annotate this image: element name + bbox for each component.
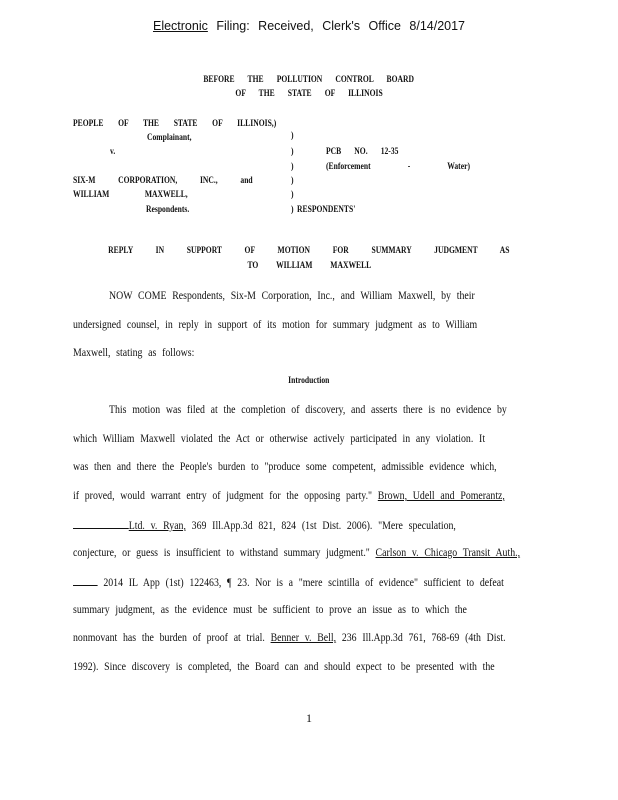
caption-people: PEOPLE OF THE STATE OF ILLINOIS,) xyxy=(73,119,277,129)
court-name-line1: BEFORE THE POLLUTION CONTROL BOARD xyxy=(203,75,415,85)
caption-versus: v. xyxy=(110,147,116,157)
caption-defendant-corporation: SIX-M CORPORATION, INC., and xyxy=(73,176,253,186)
caption-paren-4: ) xyxy=(291,176,294,186)
paragraph-2-line-9: nonmovant has the burden of proof at trial. Benner v. Bell, 236 Ill.App.3d 761, 768-69 (4th Dist. xyxy=(73,630,506,644)
paragraph-2-line-5: Ltd. v. Ryan, 369 Ill.App.3d 821, 824 (1st Dist. 2006). "Mere speculation, xyxy=(73,516,456,533)
citation-carlson: Carlson v. Chicago Transit Auth., xyxy=(375,545,521,559)
caption-complainant: Complainant, xyxy=(147,133,192,143)
filing-stamp-rest: Filing: Received, Clerk's Office 8/14/2017 xyxy=(207,19,466,33)
citation-brown: Brown, Udell and Pomerantz, xyxy=(377,488,505,502)
section-heading: Introduction xyxy=(288,376,330,386)
paragraph-1-line-3: Maxwell, stating as follows: xyxy=(73,345,195,359)
paragraph-2-line-3: was then and there the People's burden to "produce some competent, admissible evidence which, xyxy=(73,459,497,473)
caption-paren-2: ) xyxy=(291,147,294,157)
page-number: 1 xyxy=(306,711,312,725)
court-name-line2: OF THE STATE OF ILLINOIS xyxy=(235,89,383,99)
caption-paren-1: ) xyxy=(291,131,294,141)
caption-enforcement: (Enforcement - Water) xyxy=(326,162,470,172)
paragraph-2-line-10: 1992). Since discovery is completed, the Board can and should expect to be presented with the xyxy=(73,659,495,673)
filing-stamp xyxy=(0,19,618,33)
caption-pcb-number: PCB NO. 12-35 xyxy=(326,147,399,157)
paragraph-2-line-8: summary judgment, as the evidence must be sufficient to prove an issue as to which the xyxy=(73,602,467,616)
citation-ryan: Ltd. v. Ryan, xyxy=(128,518,186,532)
underline-gap xyxy=(73,516,129,529)
filing-stamp-electronic: Electronic xyxy=(152,19,208,33)
underline-gap xyxy=(73,573,98,586)
citation-benner: Benner v. Bell, xyxy=(270,630,337,644)
paragraph-2-line-1: This motion was filed at the completion of discovery, and asserts there is no evidence by xyxy=(109,402,507,416)
paragraph-2-line-6: conjecture, or guess is insufficient to withstand summary judgment." Carlson v. Chicago Transit Auth., xyxy=(73,545,521,559)
caption-respondents-close: ) RESPONDENTS' xyxy=(291,205,356,215)
caption-paren-3: ) xyxy=(291,162,294,172)
caption-paren-5: ) xyxy=(291,190,294,200)
paragraph-2-line-4: if proved, would warrant entry of judgment for the opposing party." Brown, Udell and Pomerantz, xyxy=(73,488,505,502)
motion-title-line1: REPLY IN SUPPORT OF MOTION FOR SUMMARY JUDGMENT AS xyxy=(108,246,510,256)
caption-respondents: Respondents. xyxy=(146,205,190,215)
paragraph-2-line-2: which William Maxwell violated the Act or otherwise actively participated in any violation. It xyxy=(73,431,486,445)
motion-title-line2: TO WILLIAM MAXWELL xyxy=(247,261,371,271)
paragraph-2-line-7: 2014 IL App (1st) 122463, ¶ 23. Nor is a "mere scintilla of evidence" sufficient to defeat xyxy=(73,573,504,590)
paragraph-1-line-2: undersigned counsel, in reply in support of its motion for summary judgment as to William xyxy=(73,317,478,331)
paragraph-1-line-1: NOW COME Respondents, Six-M Corporation, Inc., and William Maxwell, by their xyxy=(109,288,475,302)
caption-defendant-individual: WILLIAM MAXWELL, xyxy=(73,190,188,200)
